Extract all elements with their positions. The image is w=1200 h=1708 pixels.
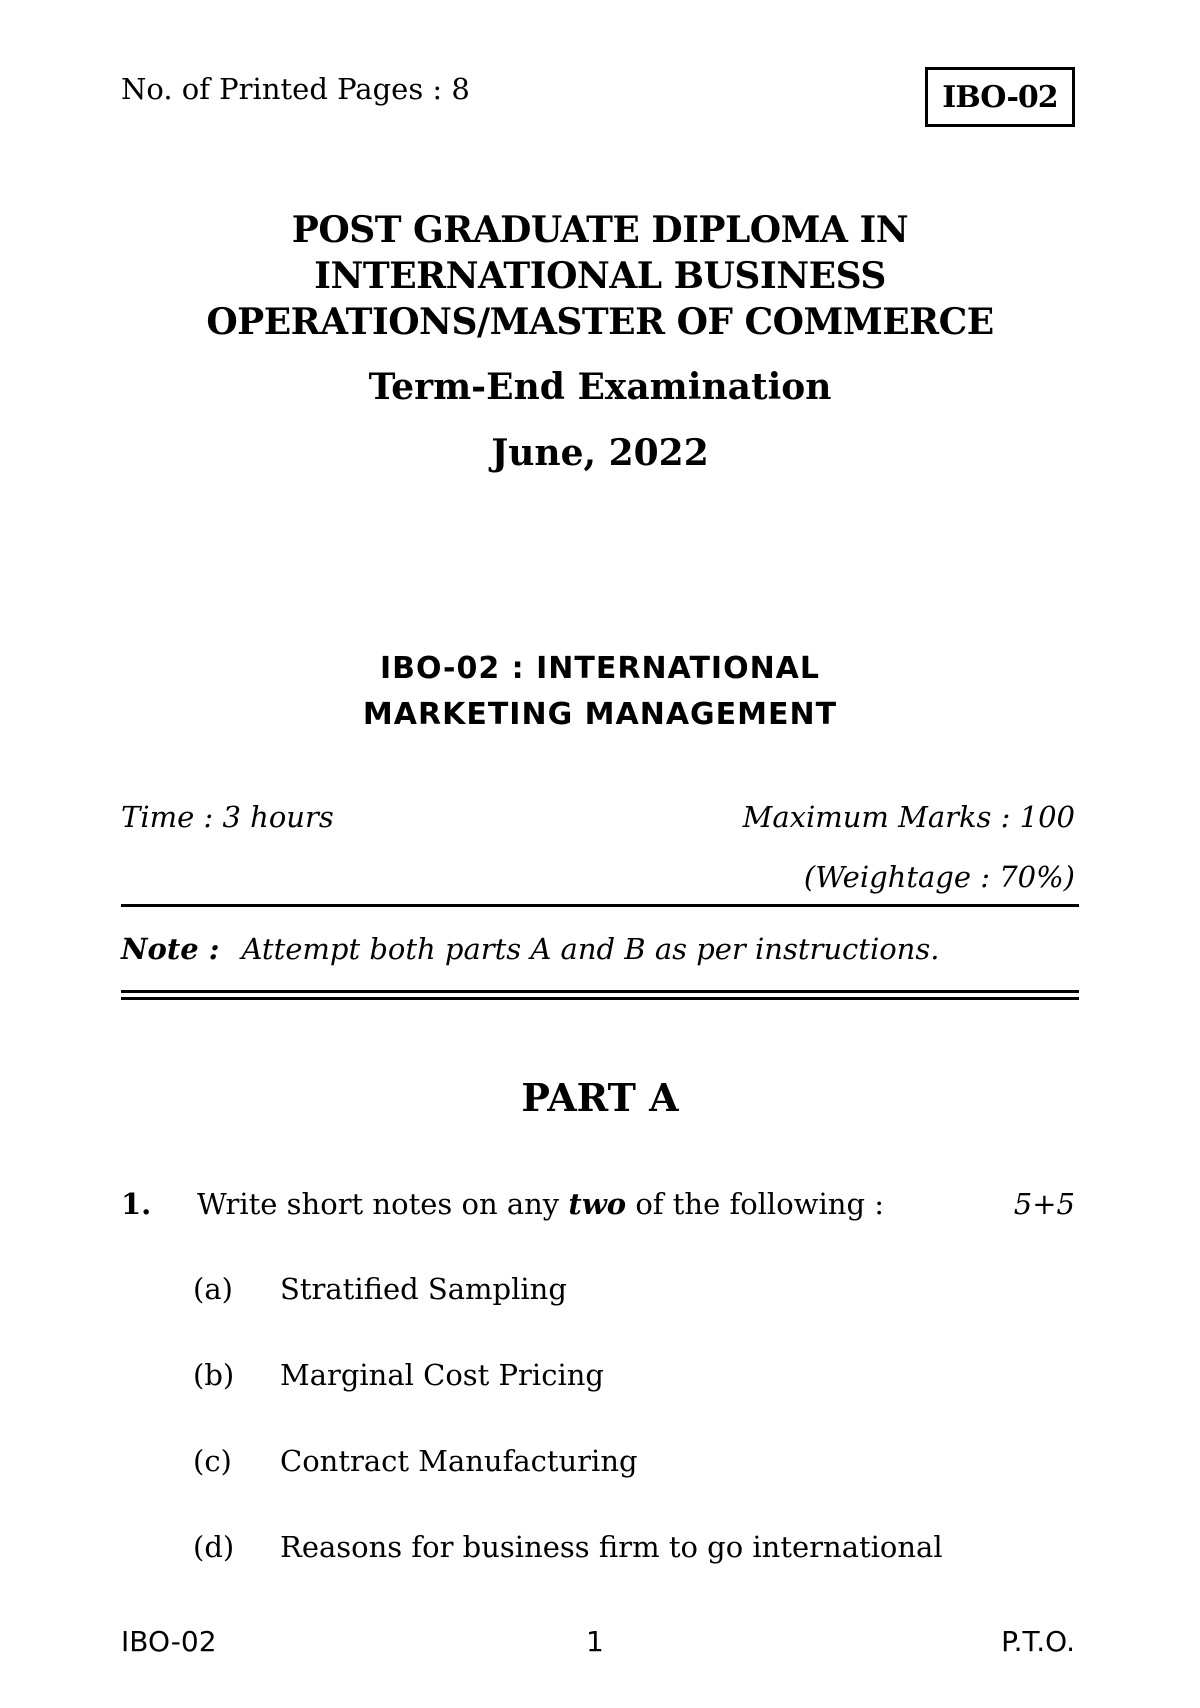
printed-pages-count: No. of Printed Pages : 8: [121, 72, 470, 106]
exam-name: Term-End Examination: [368, 366, 832, 408]
course-line-1: IBO-02 : INTERNATIONAL: [379, 651, 821, 686]
question-number: 1.: [121, 1187, 152, 1221]
double-divider-top: [121, 990, 1079, 993]
paper-code-box: IBO-02: [925, 67, 1075, 127]
option-text: Contract Manufacturing: [280, 1444, 638, 1478]
course-title: [0, 646, 1200, 738]
question-text: [197, 1187, 884, 1221]
option-label: (d): [193, 1530, 235, 1564]
title-line-3: OPERATIONS/MASTER OF COMMERCE: [206, 301, 994, 343]
title-line-1: POST GRADUATE DIPLOMA IN: [291, 209, 909, 251]
footer-paper-code: IBO-02: [121, 1625, 217, 1658]
part-heading: PART A: [521, 1075, 679, 1120]
option-label: (b): [193, 1358, 235, 1392]
option-text: Stratified Sampling: [280, 1272, 567, 1306]
course-line-2: MARKETING MANAGEMENT: [362, 697, 838, 732]
option-text: Reasons for business firm to go international: [280, 1530, 943, 1564]
weightage: (Weightage : 70%): [803, 860, 1075, 894]
question-emphasis: two: [568, 1187, 627, 1221]
time-allowed: Time : 3 hours: [121, 800, 334, 834]
note-text: Attempt both parts A and B as per instructions.: [241, 932, 940, 966]
note-label: Note :: [121, 932, 220, 966]
double-divider-bottom: [121, 997, 1079, 1000]
footer-pto: P.T.O.: [1001, 1625, 1075, 1658]
title-line-2: INTERNATIONAL BUSINESS: [314, 255, 886, 297]
question-text-start: Write short notes on any: [197, 1187, 569, 1221]
option-label: (c): [193, 1444, 232, 1478]
option-label: (a): [193, 1272, 233, 1306]
programme-title: [0, 207, 1200, 345]
option-text: Marginal Cost Pricing: [280, 1358, 604, 1392]
question-marks: 5+5: [1013, 1187, 1075, 1221]
maximum-marks: Maximum Marks : 100: [742, 800, 1075, 834]
note-line: [121, 932, 939, 966]
footer-page-number: 1: [586, 1625, 604, 1658]
exam-date: June, 2022: [491, 432, 709, 474]
question-text-end: of the following :: [626, 1187, 884, 1221]
divider: [121, 904, 1079, 907]
